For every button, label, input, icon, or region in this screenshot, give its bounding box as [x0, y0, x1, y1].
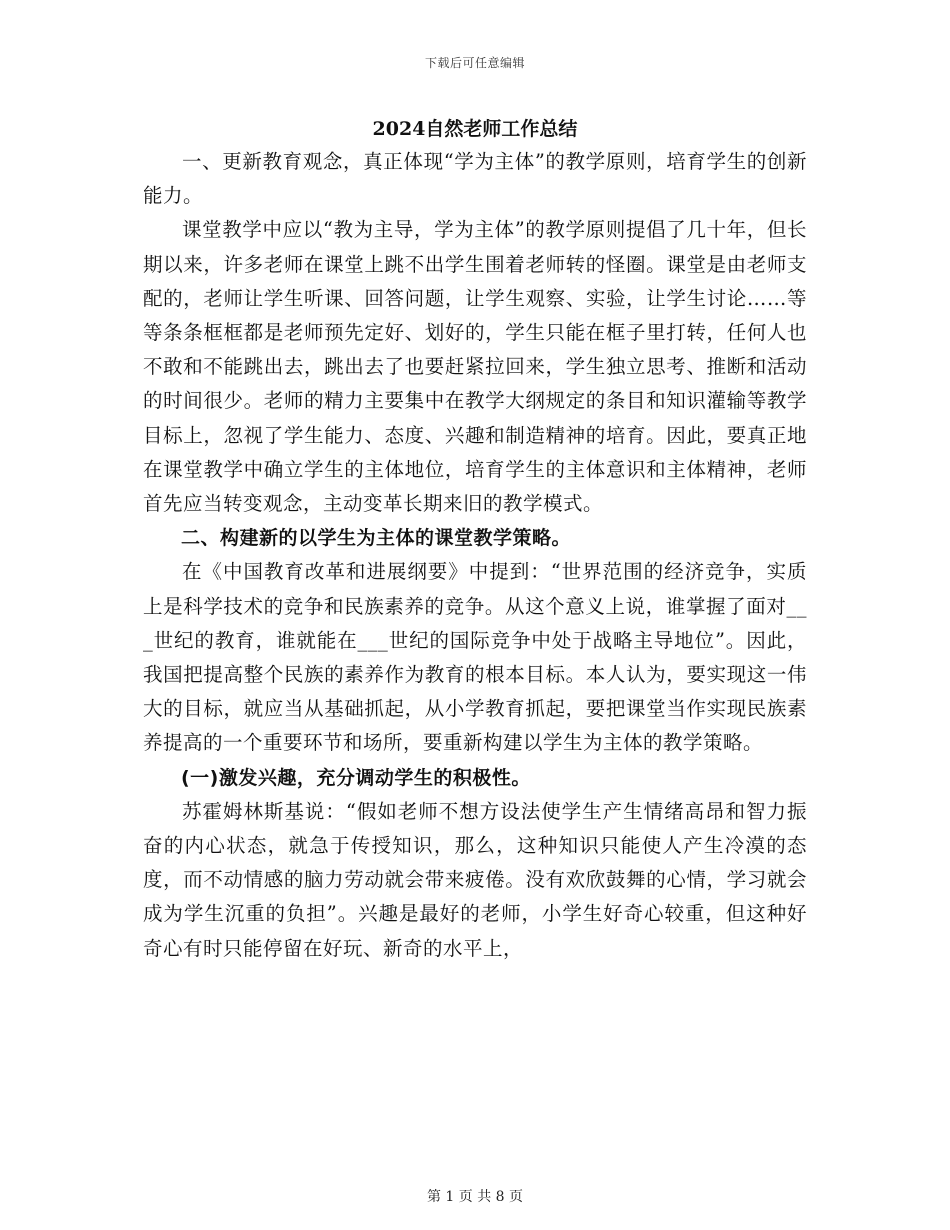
- document-title: 2024自然老师工作总结: [372, 118, 578, 140]
- section-one-heading: 一、更新教育观念，真正体现“学为主体”的教学原则，培育学生的创新能力。: [143, 150, 807, 208]
- paragraph-classroom-teaching: 课堂教学中应以“教为主导，学为主体”的教学原则提倡了几十年，但长期以来，许多老师在课堂上跳不出学生围着老师转的怪圈。课堂是由老师支配的，老师让学生听课、回答问题，让学生观察、实验，让学生讨论……等等条条框框都是老师预先定好、划好的，学生只能在框子里打转，任何人也不敢和不能跳出去，跳出去了也要赶紧拉回来，学生独立思考、推断和活动的时间很少。老师的精力主要集中在教学大纲规定的条目和知识灌输等教学目标上，忽视了学生能力、态度、兴趣和制造精神的培育。因此，要真正地在课堂教学中确立学生的主体地位，培育学生的主体意识和主体精神，老师首先应当转变观念，主动变革长期来旧的教学模式。: [143, 218, 807, 516]
- subsection-one-heading: (一)激发兴趣，充分调动学生的积极性。: [181, 766, 531, 789]
- page-number: 第 1 页 共 8 页: [426, 1189, 524, 1205]
- document-body: [143, 113, 807, 966]
- section-two-heading: 二、构建新的以学生为主体的课堂教学策略。: [181, 527, 572, 550]
- page-header-note: 下载后可任意编辑: [424, 56, 525, 70]
- paragraph-sukhomlinsky-quote: 苏霍姆林斯基说：“假如老师不想方设法使学生产生情绪高昂和智力振奋的内心状态，就急于传授知识，那么，这种知识只能使人产生冷漠的态度，而不动情感的脑力劳动就会带来疲倦。没有欢欣鼓舞的心情，学习就会成为学生沉重的负担”。兴趣是最好的老师，小学生好奇心较重，但这种好奇心有时只能停留在好玩、新奇的水平上，: [143, 799, 807, 960]
- paragraph-education-reform: 在《中国教育改革和进展纲要》中提到：“世界范围的经济竞争，实质上是科学技术的竞争和民族素养的竞争。从这个意义上说，谁掌握了面对___世纪的教育，谁就能在___世纪的国际竞争中处于战略主导地位”。因此，我国把提高整个民族的素养作为教育的根本目标。本人认为，要实现这一伟大的目标，就应当从基础抓起，从小学教育抓起，要把课堂当作实现民族素养提高的一个重要环节和场所，要重新构建以学生为主体的教学策略。: [143, 560, 807, 755]
